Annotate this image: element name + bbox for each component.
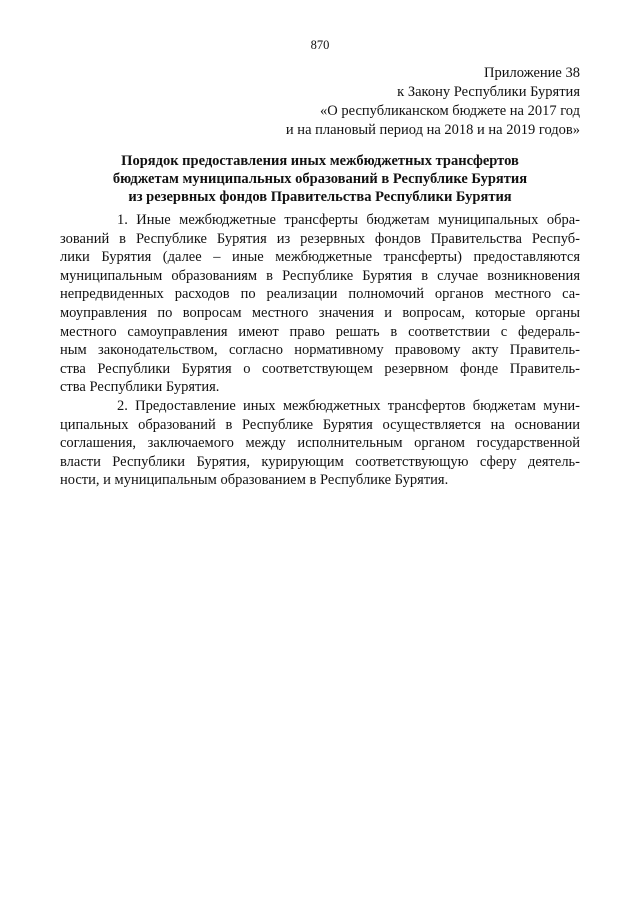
appendix-line: к Закону Республики Бурятия xyxy=(397,84,580,100)
paragraph-2 xyxy=(60,397,580,490)
appendix-line: «О республиканском бюджете на 2017 год xyxy=(320,103,580,119)
title-line: из резервных фондов Правительства Республики Бурятия xyxy=(128,189,512,205)
text-line: непредвиденных расходов по реализации полномочий органов местного са- xyxy=(60,286,580,303)
text-line: 2. Предоставление иных межбюджетных трансфертов бюджетам муни- xyxy=(117,397,580,414)
document-title xyxy=(60,152,580,206)
text-line: ности, и муниципальным образованием в Республике Бурятия. xyxy=(60,472,449,489)
text-line: зований в Республике Бурятия из резервных фондов Правительства Респуб- xyxy=(60,230,580,247)
appendix-line: и на плановый период на 2018 и на 2019 годов» xyxy=(285,122,580,138)
text-line: ства Республики Бурятия. xyxy=(60,379,220,396)
appendix-reference xyxy=(140,64,580,140)
text-line: лики Бурятия (далее – иные межбюджетные трансферты) предоставляются xyxy=(60,249,580,266)
text-line: муниципальным образованиям в Республике Бурятия в случае возникновения xyxy=(60,267,580,284)
text-line: моуправления по вопросам местного значения и вопросам, которые органы xyxy=(60,304,580,321)
title-line: Порядок предоставления иных межбюджетных трансфертов xyxy=(121,153,519,169)
text-line: ства Республики Бурятия о соответствующем резервном фонде Правитель- xyxy=(60,360,580,377)
text-line: ным законодательством, согласно нормативному правовому акту Правитель- xyxy=(60,342,580,359)
text-line: 1. Иные межбюджетные трансферты бюджетам муниципальных обра- xyxy=(117,212,580,228)
document-body xyxy=(60,211,580,490)
paragraph-1 xyxy=(60,211,580,397)
text-line: власти Республики Бурятия, курирующим соответствующую сферу деятель- xyxy=(60,453,580,470)
title-line: бюджетам муниципальных образований в Республике Бурятия xyxy=(112,171,528,187)
text-line: ципальных образований в Республике Бурятия осуществляется на основании xyxy=(60,416,580,433)
text-line: соглашения, заключаемого между исполнительным органом государственной xyxy=(60,435,580,452)
appendix-line: Приложение 38 xyxy=(484,65,580,81)
text-line: местного самоуправления имеют право решать в соответствии с федераль- xyxy=(60,323,580,340)
page-number: 870 xyxy=(310,38,330,52)
